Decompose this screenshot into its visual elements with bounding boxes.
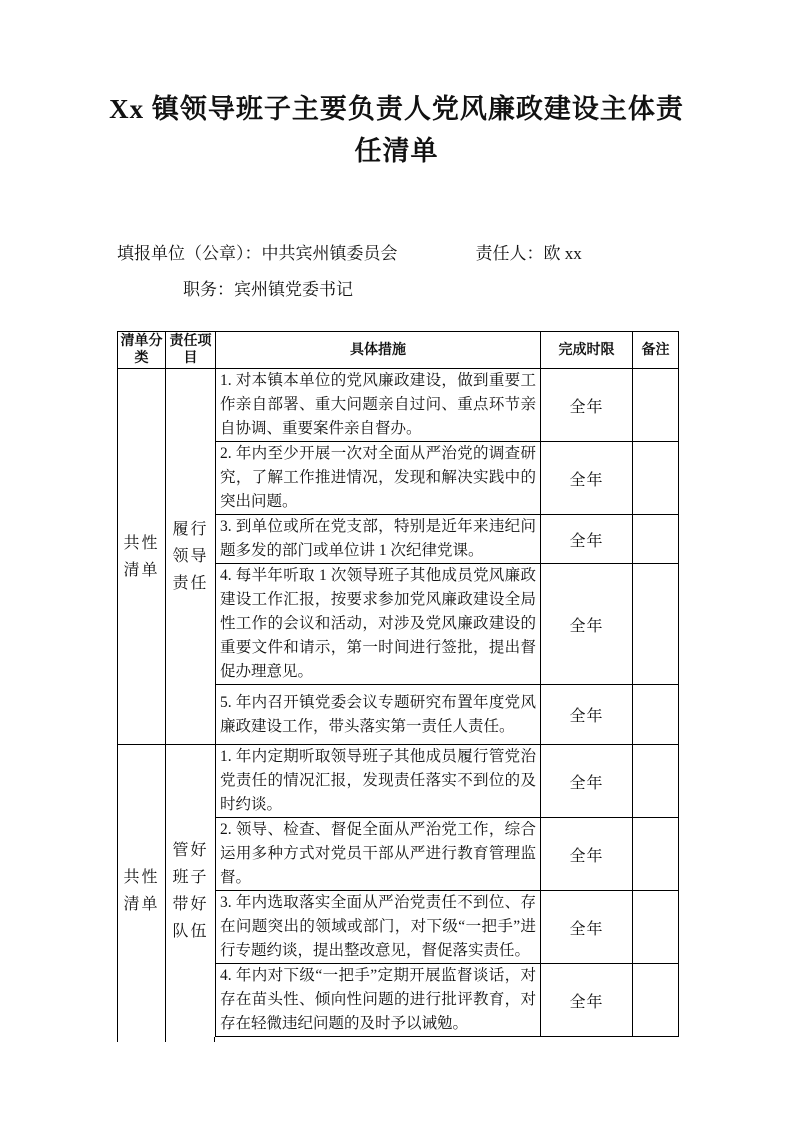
measure-cell: 3. 年内选取落实全面从严治党责任不到位、存在问题突出的领域或部门，对下级“一把手”进行专题约谈，提出整改意见，督促落实责任。 [216,891,541,964]
duty-line: 领导 [172,548,209,565]
category-cell-section2 [118,745,166,1037]
remark-cell [633,369,679,442]
duty-line: 履行 [172,521,209,538]
page-title-line2: 任清单 [354,136,439,166]
header-remark: 备注 [633,332,679,369]
category-line: 共性 [123,868,160,886]
remark-cell [633,564,679,685]
remark-cell [633,745,679,818]
measure-cell: 2. 年内至少开展一次对全面从严治党的调查研究，了解工作推进情况，发现和解决实践中的突出问题。 [216,442,541,515]
meta-line-unit [117,236,677,272]
measure-cell: 1. 年内定期听取领导班子其他成员履行管党治党责任的情况汇报，发现责任落实不到位的及时约谈。 [216,745,541,818]
duty-cell-section1 [166,369,216,745]
header-category: 清单分类 [118,332,166,369]
column-border-line [117,1037,118,1042]
category-line: 清单 [123,895,160,913]
header-measure: 具体措施 [216,332,541,369]
deadline-cell: 全年 [541,745,633,818]
deadline-cell: 全年 [541,442,633,515]
column-border-line [214,1037,215,1042]
deadline-cell: 全年 [541,891,633,964]
duty-line: 队伍 [172,922,209,940]
deadline-cell: 全年 [541,564,633,685]
remark-cell [633,442,679,515]
table-header-row [118,332,679,369]
table-pagebreak-extension [117,1037,216,1042]
responsible-person-label: 责任人：欧 xx [475,244,582,263]
remark-cell [633,891,679,964]
meta-block [117,236,677,308]
deadline-cell: 全年 [541,369,633,442]
duty-line: 管好 [172,841,209,859]
deadline-cell: 全年 [541,818,633,891]
table-row [118,369,679,442]
measure-cell: 4. 年内对下级“一把手”定期开展监督谈话，对存在苗头性、倾向性问题的进行批评教育，对存在轻微违纪问题的及时予以诫勉。 [216,964,541,1037]
category-cell-section1 [118,369,166,745]
remark-cell [633,515,679,564]
page-title [0,88,793,172]
remark-cell [633,964,679,1037]
measure-cell: 4. 每半年听取 1 次领导班子其他成员党风廉政建设工作汇报，按要求参加党风廉政建设全局性工作的会议和活动，对涉及党风廉政建设的重要文件和请示，第一时间进行签批，提出督促办理意见。 [216,564,541,685]
measure-cell: 5. 年内召开镇党委会议专题研究布置年度党风廉政建设工作，带头落实第一责任人责任。 [216,685,541,745]
duty-line: 带好 [172,895,209,913]
position-label: 职务：宾州镇党委书记 [183,280,353,299]
duty-line: 责任 [172,575,209,592]
header-duty: 责任项目 [166,332,216,369]
responsibility-table [117,331,679,1037]
column-border-line [165,1037,166,1042]
responsibility-table-wrap [117,331,678,1042]
deadline-cell: 全年 [541,515,633,564]
category-line: 清单 [123,561,160,579]
measure-cell: 2. 领导、检查、督促全面从严治党工作，综合运用多种方式对党员干部从严进行教育管理监督。 [216,818,541,891]
category-line: 共性 [123,534,160,552]
remark-cell [633,818,679,891]
deadline-cell: 全年 [541,964,633,1037]
table-row [118,745,679,818]
measure-cell: 1. 对本镇本单位的党风廉政建设，做到重要工作亲自部署、重大问题亲自过问、重点环节亲自协调、重要案件亲自督办。 [216,369,541,442]
measure-cell: 3. 到单位或所在党支部，特别是近年来违纪问题多发的部门或单位讲 1 次纪律党课。 [216,515,541,564]
remark-cell [633,685,679,745]
deadline-cell: 全年 [541,685,633,745]
filling-unit-label: 填报单位（公章）：中共宾州镇委员会 [117,244,398,263]
duty-cell-section2 [166,745,216,1037]
page-title-line1: Xx 镇领导班子主要负责人党风廉政建设主体责 [109,94,684,124]
duty-line: 班子 [172,868,209,886]
header-deadline: 完成时限 [541,332,633,369]
